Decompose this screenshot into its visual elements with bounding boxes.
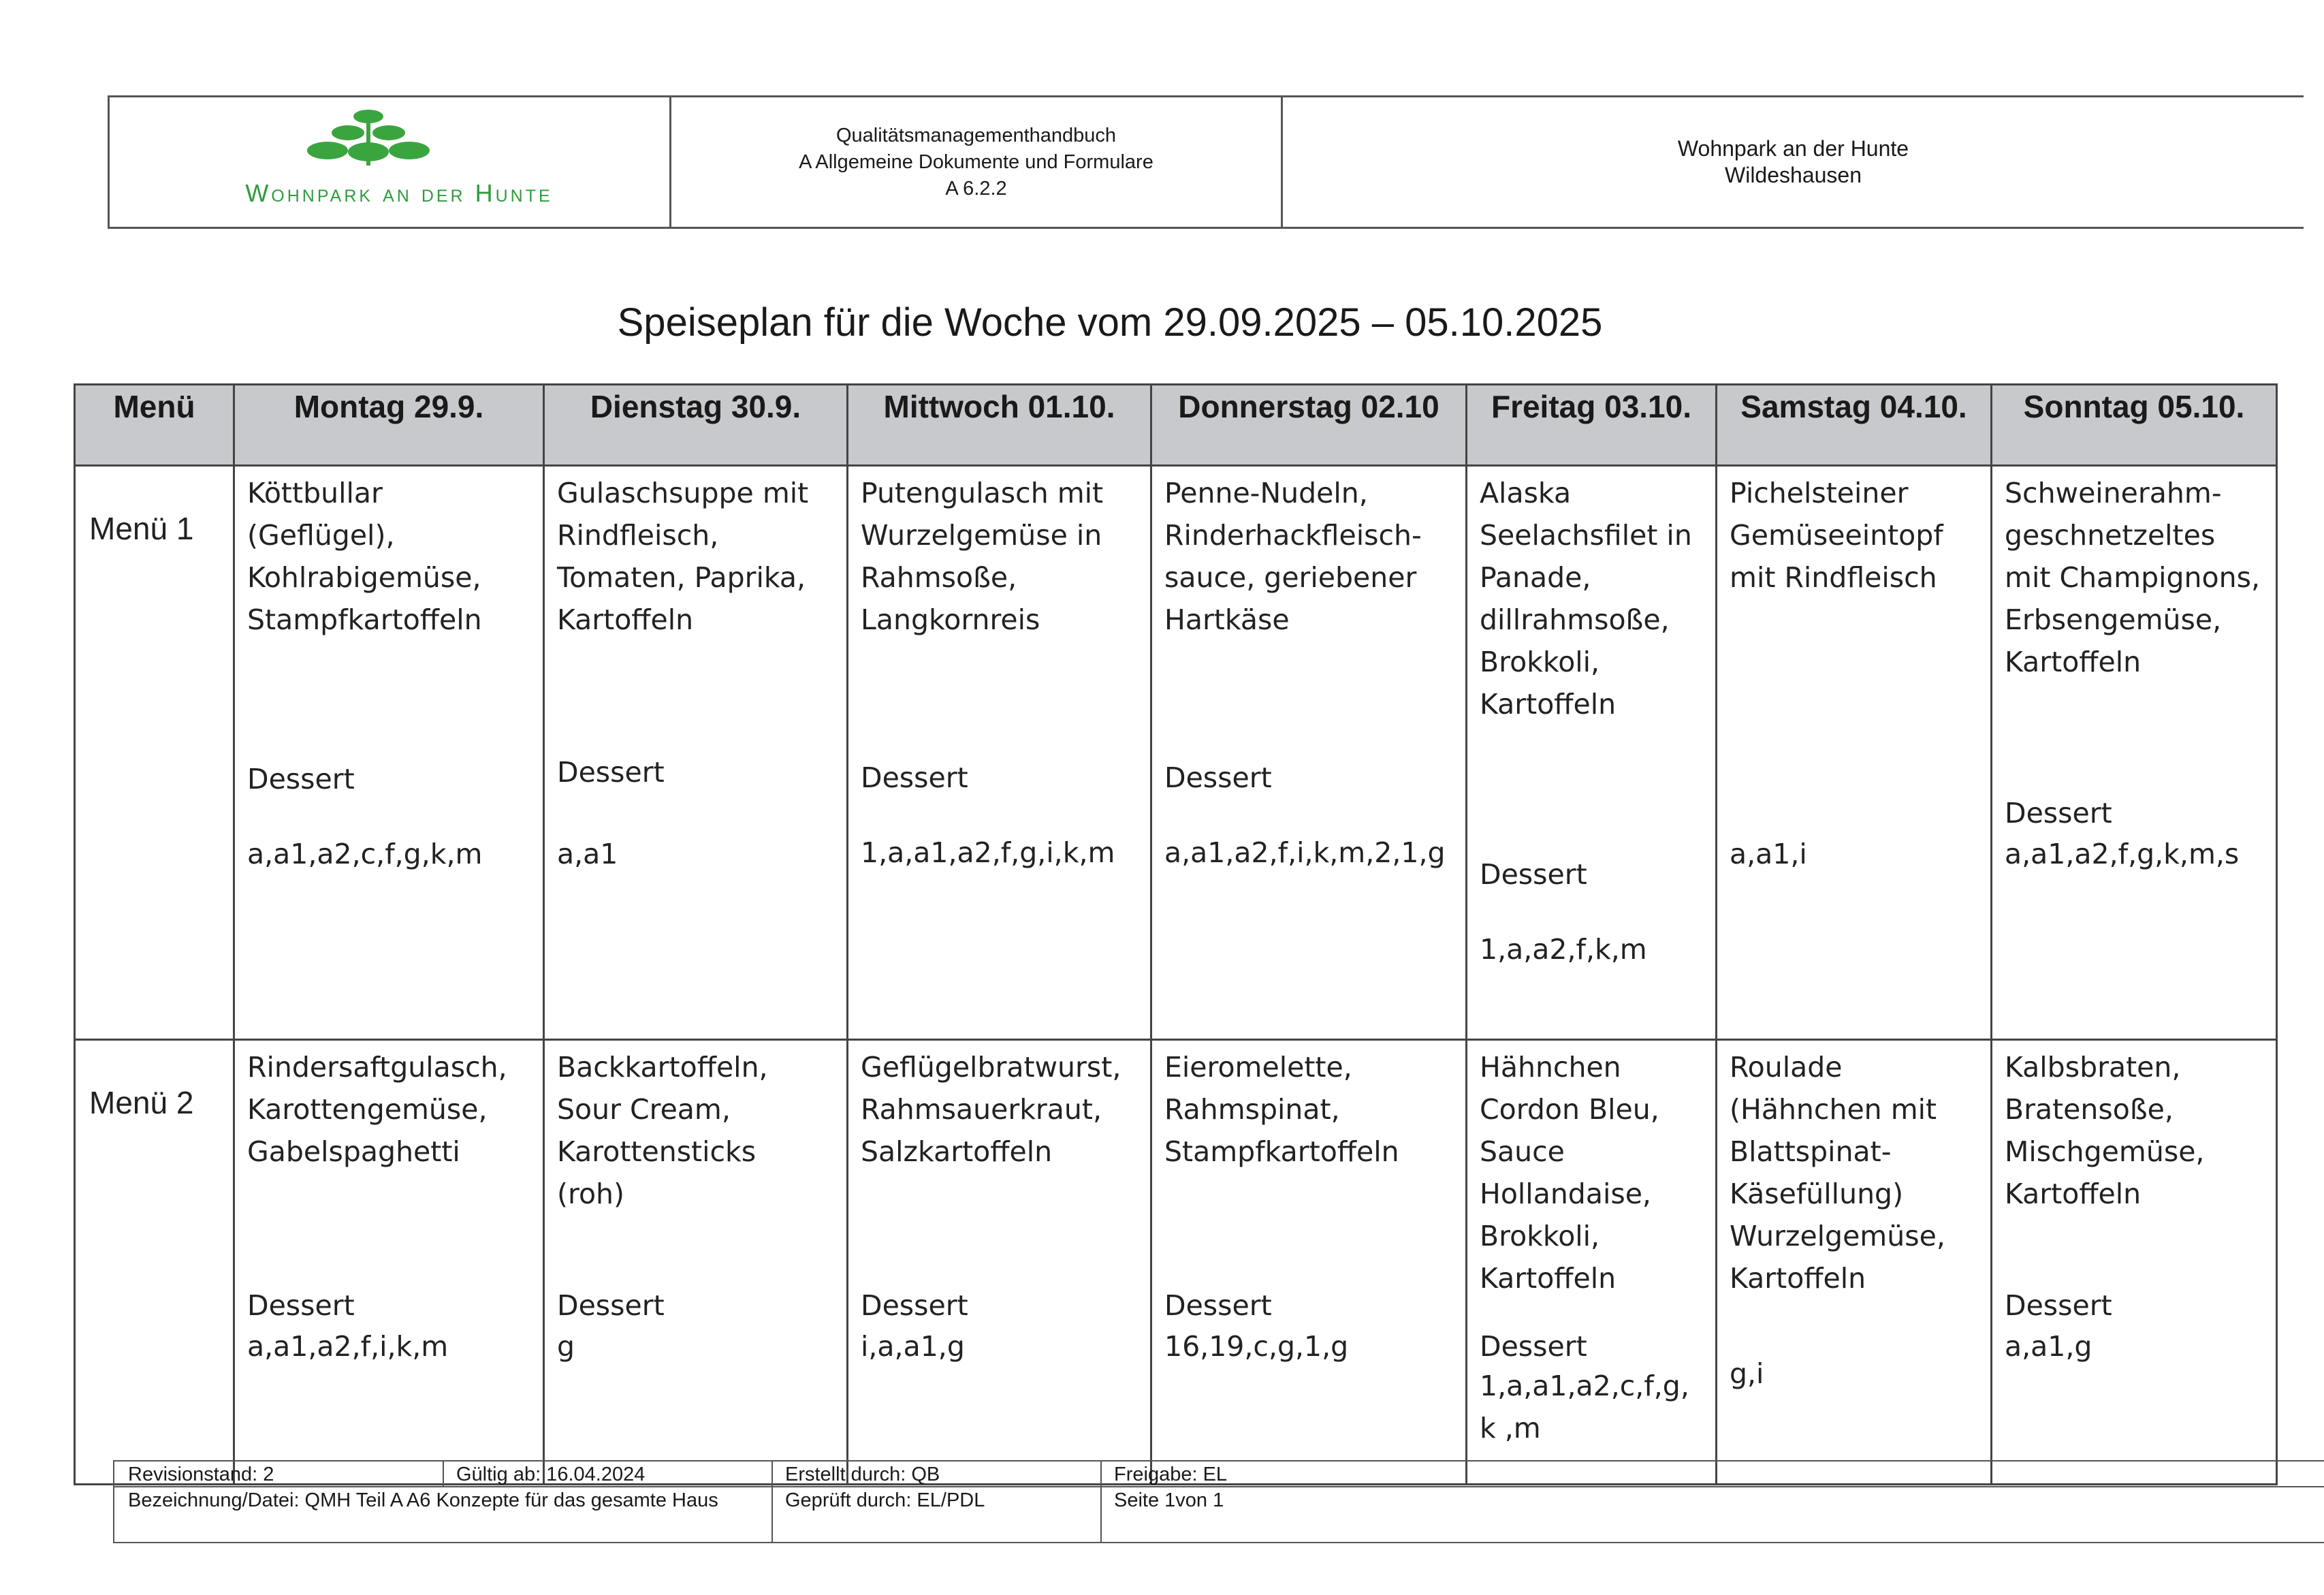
- dessert-label: Dessert: [2005, 1289, 2112, 1322]
- document-footer: [113, 1460, 2324, 1543]
- allergen-codes: a,a1,a2,f,i,k,m: [247, 1330, 449, 1363]
- col-header-monday: Montag 29.9.: [234, 385, 544, 466]
- dessert-label: Dessert: [861, 761, 968, 794]
- qm-handbook-cell: [671, 97, 1283, 227]
- dish-line: mit Champignons,: [2005, 561, 2261, 594]
- dish-line: Mischgemüse,: [2005, 1135, 2205, 1168]
- allergen-codes: a,a1,a2,f,g,k,m,s: [2005, 838, 2240, 870]
- menu-cell: [544, 466, 848, 1040]
- dessert-label: Dessert: [2005, 797, 2112, 830]
- dish-line: dillrahmsoße,: [1480, 603, 1670, 636]
- dish-line: Wurzelgemüse in: [861, 519, 1102, 552]
- dish-line: Salzkartoffeln: [861, 1135, 1053, 1168]
- dish-line: Pichelsteiner: [1730, 477, 1909, 509]
- page-title: Speiseplan für die Woche vom 29.09.2025 – 05.10.2025: [617, 300, 1603, 345]
- dish-line: Erbsengemüse,: [2005, 603, 2222, 636]
- dish-line: Backkartoffeln,: [557, 1051, 768, 1084]
- release-by: Freigabe: EL: [1114, 1464, 1228, 1485]
- col-header-menu: Menü: [75, 385, 234, 466]
- dish-line: Blattspinat-: [1730, 1135, 1892, 1168]
- dish-line: Rahmsoße,: [861, 561, 1017, 594]
- col-header-sunday: Sonntag 05.10.: [1992, 385, 2277, 466]
- allergen-codes: a,a1,i: [1730, 838, 1807, 870]
- menu-cell: [1467, 1040, 1717, 1485]
- dish-line: Hartkäse: [1164, 603, 1290, 636]
- dish-line: Cordon Bleu,: [1480, 1093, 1659, 1126]
- table-row-menu-2: [75, 1040, 2277, 1485]
- dish-line: geschnetzeltes: [2005, 519, 2216, 552]
- dish-line: Gulaschsuppe mit: [557, 477, 809, 509]
- allergen-codes: a,a1,a2,c,f,g,k,m: [247, 838, 483, 870]
- allergen-codes: g: [557, 1330, 575, 1363]
- dish-line: Kartoffeln: [1480, 688, 1617, 721]
- dish-line: Gemüseeintopf: [1730, 519, 1943, 552]
- dish-line: Wurzelgemüse,: [1730, 1220, 1945, 1252]
- qm-line-3: A 6.2.2: [945, 177, 1007, 200]
- col-header-wednesday: Mittwoch 01.10.: [848, 385, 1151, 466]
- dish-line: Eieromelette,: [1164, 1051, 1352, 1084]
- logo-leaf-icon: [300, 104, 436, 179]
- dish-line: Roulade: [1730, 1051, 1843, 1084]
- dish-line: Kartoffeln: [557, 603, 694, 636]
- dish-line: Karottengemüse,: [247, 1093, 488, 1126]
- dessert-label: Dessert: [247, 1289, 355, 1322]
- allergen-codes: 1,a,a1,a2,c,f,g,k ,m: [1480, 1370, 1689, 1444]
- menu-cell: [234, 466, 544, 1040]
- allergen-codes: 1,a,a1,a2,f,g,i,k,m: [861, 836, 1115, 869]
- dish-line: Sauce: [1480, 1135, 1565, 1168]
- col-header-friday: Freitag 03.10.: [1467, 385, 1717, 466]
- org-line-2: Wildeshausen: [1725, 163, 1862, 187]
- dish-line: mit Rindfleisch: [1730, 561, 1937, 594]
- organization-cell: [1283, 97, 2304, 227]
- dish-line: Seelachsfilet in: [1480, 519, 1692, 552]
- allergen-codes: a,a1: [557, 838, 618, 870]
- dish-line: Rahmspinat,: [1164, 1093, 1340, 1126]
- dessert-label: Dessert: [1164, 761, 1272, 794]
- qm-line-2: A Allgemeine Dokumente und Formulare: [799, 151, 1153, 173]
- org-line-1: Wohnpark an der Hunte: [1677, 136, 1909, 161]
- dish-line: Schweinerahm-: [2005, 477, 2222, 509]
- dish-line: Rahmsauerkraut,: [861, 1093, 1102, 1126]
- dish-line: Käsefüllung): [1730, 1178, 1904, 1210]
- dish-line: Hähnchen: [1480, 1051, 1621, 1084]
- allergen-codes: 16,19,c,g,1,g: [1164, 1330, 1349, 1363]
- dish-line: Rindersaftgulasch,: [247, 1051, 507, 1084]
- dish-line: (Geflügel),: [247, 519, 395, 552]
- dish-line: Panade,: [1480, 561, 1591, 594]
- dish-line: Kalbsbraten,: [2005, 1051, 2181, 1084]
- allergen-codes: 1,a,a2,f,k,m: [1480, 933, 1647, 966]
- dessert-label: Dessert: [1164, 1289, 1272, 1322]
- menu-cell: [1717, 1040, 1992, 1485]
- allergen-codes: a,a1,g: [2005, 1330, 2092, 1363]
- menu-cell: [1151, 1040, 1467, 1485]
- col-header-thursday: Donnerstag 02.10: [1151, 385, 1467, 466]
- dish-line: Karottensticks: [557, 1135, 757, 1168]
- dish-line: Penne-Nudeln,: [1164, 477, 1368, 509]
- qm-line-1: Qualitätsmanagementhandbuch: [835, 124, 1117, 146]
- dish-line: Stampfkartoffeln: [1164, 1135, 1399, 1168]
- col-header-tuesday: Dienstag 30.9.: [544, 385, 848, 466]
- dish-line: Kartoffeln: [1730, 1262, 1866, 1295]
- dish-line: Brokkoli,: [1480, 1220, 1600, 1252]
- dish-line: Kartoffeln: [1480, 1262, 1617, 1295]
- logo-wordmark: Wohnpark an der Hunte: [245, 179, 553, 207]
- row-label: Menü 1: [75, 466, 234, 1040]
- menu-table: [74, 383, 2278, 1485]
- table-row-menu-1: [75, 466, 2277, 1040]
- allergen-codes: g,i: [1730, 1357, 1764, 1390]
- menu-cell: [1992, 466, 2277, 1040]
- header-row: [75, 385, 2277, 466]
- dish-line: Rindfleisch,: [557, 519, 719, 552]
- dish-line: Kartoffeln: [2005, 1178, 2142, 1210]
- menu-cell: [1467, 466, 1717, 1040]
- dish-line: Stampfkartoffeln: [247, 603, 482, 636]
- dessert-label: Dessert: [1480, 858, 1587, 891]
- dish-line: Geflügelbratwurst,: [861, 1051, 1121, 1084]
- dessert-label: Dessert: [1480, 1330, 1587, 1363]
- row-label: Menü 2: [75, 1040, 234, 1485]
- dish-line: (Hähnchen mit: [1730, 1093, 1937, 1126]
- created-by: Erstellt durch: QB: [785, 1464, 940, 1485]
- page-number: Seite 1von 1: [1114, 1489, 1224, 1511]
- dish-line: Köttbullar: [247, 477, 383, 509]
- dessert-label: Dessert: [861, 1289, 968, 1322]
- allergen-codes: a,a1,a2,f,i,k,m,2,1,g: [1164, 836, 1446, 869]
- checked-by: Geprüft durch: EL/PDL: [785, 1489, 985, 1511]
- revision-status: Revisionstand: 2: [128, 1464, 274, 1485]
- dish-line: Hollandaise,: [1480, 1178, 1651, 1210]
- menu-cell: [1151, 466, 1467, 1040]
- menu-cell: [1717, 466, 1992, 1040]
- col-header-saturday: Samstag 04.10.: [1717, 385, 1992, 466]
- dish-line: (roh): [557, 1178, 625, 1210]
- dish-line: Kohlrabigemüse,: [247, 561, 481, 594]
- menu-cell: [848, 1040, 1151, 1485]
- menu-cell: [544, 1040, 848, 1485]
- dessert-label: Dessert: [557, 1289, 665, 1322]
- dish-line: Gabelspaghetti: [247, 1135, 460, 1168]
- allergen-codes: i,a,a1,g: [861, 1330, 965, 1363]
- dish-line: Rinderhackfleisch-: [1164, 519, 1422, 552]
- dessert-label: Dessert: [557, 756, 665, 789]
- dish-line: Langkornreis: [861, 603, 1040, 636]
- dessert-label: Dessert: [247, 763, 355, 795]
- dish-line: Brokkoli,: [1480, 646, 1600, 678]
- dish-line: Bratensoße,: [2005, 1093, 2174, 1126]
- menu-cell: [848, 466, 1151, 1040]
- dish-line: Tomaten, Paprika,: [557, 561, 806, 594]
- menu-cell: [1992, 1040, 2277, 1485]
- dish-line: Alaska: [1480, 477, 1572, 509]
- designation: Bezeichnung/Datei: QMH Teil A A6 Konzepte für das gesamte Haus: [128, 1489, 718, 1511]
- document-header: [108, 95, 2304, 229]
- dish-line: Putengulasch mit: [861, 477, 1104, 509]
- dish-line: Kartoffeln: [2005, 646, 2142, 678]
- logo-cell: [110, 97, 671, 227]
- menu-cell: [234, 1040, 544, 1485]
- valid-from: Gültig ab: 16.04.2024: [456, 1464, 646, 1485]
- dish-line: Sour Cream,: [557, 1093, 731, 1126]
- dish-line: sauce, geriebener: [1164, 561, 1417, 594]
